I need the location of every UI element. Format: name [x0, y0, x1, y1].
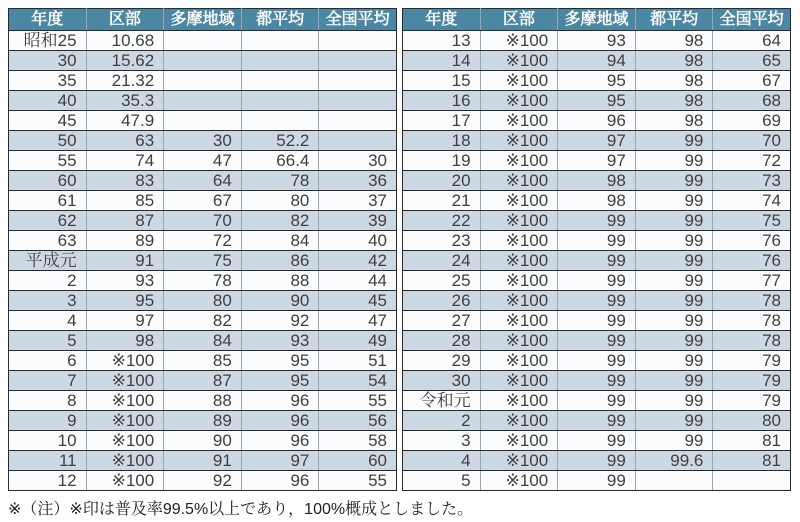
year-cell: 4	[9, 311, 87, 331]
value-cell: 91	[86, 251, 164, 271]
column-header: 全国平均	[319, 9, 397, 31]
year-cell: 25	[403, 271, 481, 291]
year-cell: 2	[403, 411, 481, 431]
value-cell: 10.68	[86, 31, 164, 51]
year-cell: 16	[403, 91, 481, 111]
year-cell: 28	[403, 331, 481, 351]
value-cell: 84	[241, 231, 319, 251]
value-cell: 47	[319, 311, 397, 331]
value-cell: 69	[713, 111, 791, 131]
year-cell: 62	[9, 211, 87, 231]
value-cell: ※100	[86, 371, 164, 391]
value-cell: 82	[164, 311, 242, 331]
value-cell: ※100	[480, 111, 558, 131]
table-row	[403, 31, 791, 51]
year-cell: 3	[9, 291, 87, 311]
coverage-table-right	[402, 8, 791, 491]
value-cell: 99	[558, 371, 636, 391]
value-cell	[241, 51, 319, 71]
value-cell: 99	[558, 331, 636, 351]
value-cell: 35.3	[86, 91, 164, 111]
value-cell: 91	[164, 451, 242, 471]
table-row	[9, 151, 397, 171]
value-cell: 21.32	[86, 71, 164, 91]
year-cell: 60	[9, 171, 87, 191]
value-cell: 99	[558, 251, 636, 271]
value-cell: 70	[713, 131, 791, 151]
year-cell: 平成元	[9, 251, 87, 271]
table-row	[9, 471, 397, 491]
value-cell: 88	[164, 391, 242, 411]
year-cell: 3	[403, 431, 481, 451]
table-row	[9, 251, 397, 271]
value-cell: 54	[319, 371, 397, 391]
header-row	[9, 9, 397, 31]
value-cell: 95	[86, 291, 164, 311]
value-cell: 30	[319, 151, 397, 171]
value-cell	[241, 91, 319, 111]
value-cell: 99	[635, 311, 713, 331]
value-cell: ※100	[480, 131, 558, 151]
year-cell: 20	[403, 171, 481, 191]
value-cell: ※100	[480, 171, 558, 191]
value-cell: 76	[713, 251, 791, 271]
table-row	[9, 331, 397, 351]
table-row	[9, 51, 397, 71]
value-cell: ※100	[480, 51, 558, 71]
value-cell: 95	[241, 351, 319, 371]
value-cell: 60	[319, 451, 397, 471]
year-cell: 昭和25	[9, 31, 87, 51]
value-cell: 52.2	[241, 131, 319, 151]
value-cell: 47	[164, 151, 242, 171]
year-cell: 2	[9, 271, 87, 291]
value-cell	[319, 131, 397, 151]
table-body	[403, 31, 791, 491]
year-cell: 17	[403, 111, 481, 131]
value-cell: 99	[558, 451, 636, 471]
table-row	[403, 51, 791, 71]
value-cell: 85	[86, 191, 164, 211]
table-row	[403, 71, 791, 91]
table-row	[403, 111, 791, 131]
table-row	[403, 231, 791, 251]
table-row	[9, 171, 397, 191]
column-header: 年度	[403, 9, 481, 31]
value-cell: 78	[241, 171, 319, 191]
value-cell: 42	[319, 251, 397, 271]
value-cell	[241, 71, 319, 91]
table-row	[403, 411, 791, 431]
value-cell: 82	[241, 211, 319, 231]
year-cell: 14	[403, 51, 481, 71]
value-cell: 89	[86, 231, 164, 251]
value-cell: ※100	[86, 451, 164, 471]
value-cell: 99	[635, 231, 713, 251]
value-cell: 99	[635, 171, 713, 191]
value-cell: 99	[635, 371, 713, 391]
value-cell: 94	[558, 51, 636, 71]
value-cell: 90	[241, 291, 319, 311]
year-cell: 10	[9, 431, 87, 451]
table-row	[403, 151, 791, 171]
value-cell: 98	[635, 31, 713, 51]
value-cell: 67	[164, 191, 242, 211]
value-cell: 98	[558, 171, 636, 191]
table-row	[403, 191, 791, 211]
table-row	[9, 71, 397, 91]
value-cell: 99	[635, 391, 713, 411]
table-row	[9, 391, 397, 411]
year-cell: 19	[403, 151, 481, 171]
year-cell: 26	[403, 291, 481, 311]
year-cell: 8	[9, 391, 87, 411]
value-cell: ※100	[86, 411, 164, 431]
value-cell: 99	[635, 151, 713, 171]
value-cell: ※100	[86, 431, 164, 451]
year-cell: 23	[403, 231, 481, 251]
value-cell: 85	[164, 351, 242, 371]
year-cell: 6	[9, 351, 87, 371]
value-cell: 78	[713, 311, 791, 331]
value-cell: 79	[713, 351, 791, 371]
table-row	[403, 311, 791, 331]
value-cell	[319, 111, 397, 131]
value-cell: ※100	[86, 391, 164, 411]
value-cell: 99	[635, 411, 713, 431]
tables-container	[8, 8, 792, 491]
table-row	[403, 271, 791, 291]
value-cell: ※100	[480, 151, 558, 171]
value-cell: ※100	[480, 91, 558, 111]
value-cell	[164, 71, 242, 91]
footnote: ※（注）※印は普及率99.5%以上であり，100%概成としました。	[8, 501, 474, 518]
value-cell	[241, 31, 319, 51]
year-cell: 9	[9, 411, 87, 431]
year-cell: 40	[9, 91, 87, 111]
value-cell: 97	[558, 151, 636, 171]
column-header: 都平均	[635, 9, 713, 31]
value-cell: 49	[319, 331, 397, 351]
year-cell: 61	[9, 191, 87, 211]
value-cell: ※100	[86, 351, 164, 371]
value-cell: 78	[164, 271, 242, 291]
value-cell: 99	[635, 271, 713, 291]
value-cell: 51	[319, 351, 397, 371]
table-row	[9, 351, 397, 371]
value-cell: 87	[164, 371, 242, 391]
year-cell: 令和元	[403, 391, 481, 411]
value-cell: ※100	[480, 331, 558, 351]
value-cell: 99	[558, 411, 636, 431]
table-body	[9, 31, 397, 491]
table-row	[403, 471, 791, 491]
value-cell	[319, 51, 397, 71]
value-cell: 75	[713, 211, 791, 231]
value-cell: 96	[241, 431, 319, 451]
value-cell: 40	[319, 231, 397, 251]
value-cell: ※100	[480, 391, 558, 411]
table-row	[9, 451, 397, 471]
value-cell: 93	[558, 31, 636, 51]
value-cell: ※100	[480, 291, 558, 311]
table-row	[403, 91, 791, 111]
value-cell: 86	[241, 251, 319, 271]
value-cell: 98	[635, 91, 713, 111]
value-cell: ※100	[480, 451, 558, 471]
value-cell: 96	[241, 411, 319, 431]
table-row	[403, 251, 791, 271]
value-cell: 96	[241, 471, 319, 491]
column-header: 多摩地域	[164, 9, 242, 31]
table-row	[403, 171, 791, 191]
table-row	[9, 371, 397, 391]
year-cell: 12	[9, 471, 87, 491]
value-cell: ※100	[480, 211, 558, 231]
value-cell	[241, 111, 319, 131]
value-cell: 36	[319, 171, 397, 191]
value-cell: 80	[713, 411, 791, 431]
column-header: 年度	[9, 9, 87, 31]
table-row	[9, 431, 397, 451]
value-cell: 99	[635, 211, 713, 231]
table-row	[9, 191, 397, 211]
value-cell: 30	[164, 131, 242, 151]
table-row	[403, 211, 791, 231]
value-cell: 87	[86, 211, 164, 231]
column-header: 多摩地域	[558, 9, 636, 31]
value-cell: 98	[635, 111, 713, 131]
table-row	[9, 411, 397, 431]
value-cell: 66.4	[241, 151, 319, 171]
value-cell: 99	[558, 271, 636, 291]
year-cell: 4	[403, 451, 481, 471]
year-cell: 63	[9, 231, 87, 251]
value-cell	[164, 111, 242, 131]
value-cell: 76	[713, 231, 791, 251]
value-cell: 99	[635, 191, 713, 211]
value-cell: 47.9	[86, 111, 164, 131]
value-cell: 97	[558, 131, 636, 151]
value-cell: ※100	[480, 191, 558, 211]
value-cell: 98	[558, 191, 636, 211]
value-cell: 99	[635, 131, 713, 151]
value-cell	[319, 91, 397, 111]
value-cell: 58	[319, 431, 397, 451]
value-cell: ※100	[480, 471, 558, 491]
value-cell: 73	[713, 171, 791, 191]
value-cell: 98	[86, 331, 164, 351]
year-cell: 21	[403, 191, 481, 211]
value-cell: 99	[558, 291, 636, 311]
table-row	[9, 271, 397, 291]
table-row	[403, 391, 791, 411]
table-row	[403, 351, 791, 371]
value-cell: 99	[635, 351, 713, 371]
value-cell: 98	[635, 51, 713, 71]
value-cell: 56	[319, 411, 397, 431]
year-cell: 18	[403, 131, 481, 151]
value-cell: 64	[164, 171, 242, 191]
column-header: 都平均	[241, 9, 319, 31]
value-cell: ※100	[480, 231, 558, 251]
value-cell: 83	[86, 171, 164, 191]
year-cell: 13	[403, 31, 481, 51]
value-cell: 45	[319, 291, 397, 311]
value-cell: 78	[713, 291, 791, 311]
column-header: 区部	[86, 9, 164, 31]
value-cell: 70	[164, 211, 242, 231]
value-cell: 96	[558, 111, 636, 131]
value-cell: 64	[713, 31, 791, 51]
value-cell: ※100	[86, 471, 164, 491]
value-cell	[164, 91, 242, 111]
year-cell: 15	[403, 71, 481, 91]
value-cell: 95	[558, 71, 636, 91]
year-cell: 45	[9, 111, 87, 131]
value-cell: 74	[713, 191, 791, 211]
value-cell: 72	[164, 231, 242, 251]
value-cell: 99	[558, 311, 636, 331]
value-cell: 95	[241, 371, 319, 391]
value-cell: 72	[713, 151, 791, 171]
value-cell: 99.6	[635, 451, 713, 471]
value-cell: 39	[319, 211, 397, 231]
value-cell: 88	[241, 271, 319, 291]
value-cell: ※100	[480, 371, 558, 391]
value-cell: 44	[319, 271, 397, 291]
year-cell: 5	[9, 331, 87, 351]
value-cell: 68	[713, 91, 791, 111]
value-cell: 81	[713, 431, 791, 451]
value-cell	[713, 471, 791, 491]
value-cell: 99	[558, 391, 636, 411]
year-cell: 30	[403, 371, 481, 391]
year-cell: 22	[403, 211, 481, 231]
value-cell: 89	[164, 411, 242, 431]
value-cell: ※100	[480, 31, 558, 51]
value-cell: 15.62	[86, 51, 164, 71]
year-cell: 35	[9, 71, 87, 91]
table-row	[9, 291, 397, 311]
value-cell: 99	[558, 351, 636, 371]
value-cell: 95	[558, 91, 636, 111]
value-cell: 99	[635, 431, 713, 451]
value-cell: 75	[164, 251, 242, 271]
value-cell: 77	[713, 271, 791, 291]
year-cell: 29	[403, 351, 481, 371]
value-cell: 92	[164, 471, 242, 491]
value-cell: 98	[635, 71, 713, 91]
table-row	[403, 451, 791, 471]
value-cell	[164, 31, 242, 51]
value-cell: 90	[164, 431, 242, 451]
value-cell: 92	[241, 311, 319, 331]
value-cell: 84	[164, 331, 242, 351]
value-cell: ※100	[480, 411, 558, 431]
table-row	[9, 131, 397, 151]
value-cell	[635, 471, 713, 491]
table-row	[403, 431, 791, 451]
value-cell: 99	[558, 211, 636, 231]
value-cell: 93	[86, 271, 164, 291]
value-cell: 55	[319, 471, 397, 491]
year-cell: 27	[403, 311, 481, 331]
value-cell: 79	[713, 391, 791, 411]
value-cell: 78	[713, 331, 791, 351]
value-cell: 99	[635, 251, 713, 271]
value-cell: 79	[713, 371, 791, 391]
value-cell: 65	[713, 51, 791, 71]
column-header: 区部	[480, 9, 558, 31]
value-cell: 63	[86, 131, 164, 151]
year-cell: 5	[403, 471, 481, 491]
table-row	[403, 371, 791, 391]
table-row	[9, 231, 397, 251]
value-cell: 93	[241, 331, 319, 351]
year-cell: 30	[9, 51, 87, 71]
value-cell	[164, 51, 242, 71]
value-cell: 99	[558, 231, 636, 251]
value-cell: 99	[635, 331, 713, 351]
value-cell: 81	[713, 451, 791, 471]
table-row	[9, 211, 397, 231]
year-cell: 24	[403, 251, 481, 271]
table-row	[9, 111, 397, 131]
year-cell: 7	[9, 371, 87, 391]
coverage-table-left	[8, 8, 397, 491]
value-cell: ※100	[480, 251, 558, 271]
value-cell: 74	[86, 151, 164, 171]
value-cell: 80	[164, 291, 242, 311]
value-cell: 99	[558, 471, 636, 491]
value-cell: ※100	[480, 431, 558, 451]
table-row	[403, 291, 791, 311]
table-row	[9, 31, 397, 51]
value-cell: ※100	[480, 351, 558, 371]
year-cell: 11	[9, 451, 87, 471]
value-cell: 80	[241, 191, 319, 211]
header-row	[403, 9, 791, 31]
value-cell: 97	[86, 311, 164, 331]
table-row	[9, 91, 397, 111]
table-row	[403, 131, 791, 151]
value-cell: ※100	[480, 71, 558, 91]
year-cell: 55	[9, 151, 87, 171]
value-cell: 96	[241, 391, 319, 411]
column-header: 全国平均	[713, 9, 791, 31]
value-cell: ※100	[480, 271, 558, 291]
value-cell: ※100	[480, 311, 558, 331]
value-cell	[319, 31, 397, 51]
year-cell: 50	[9, 131, 87, 151]
table-row	[9, 311, 397, 331]
value-cell: 99	[558, 431, 636, 451]
value-cell	[319, 71, 397, 91]
value-cell: 67	[713, 71, 791, 91]
value-cell: 55	[319, 391, 397, 411]
value-cell: 37	[319, 191, 397, 211]
value-cell: 97	[241, 451, 319, 471]
table-row	[403, 331, 791, 351]
value-cell: 99	[635, 291, 713, 311]
